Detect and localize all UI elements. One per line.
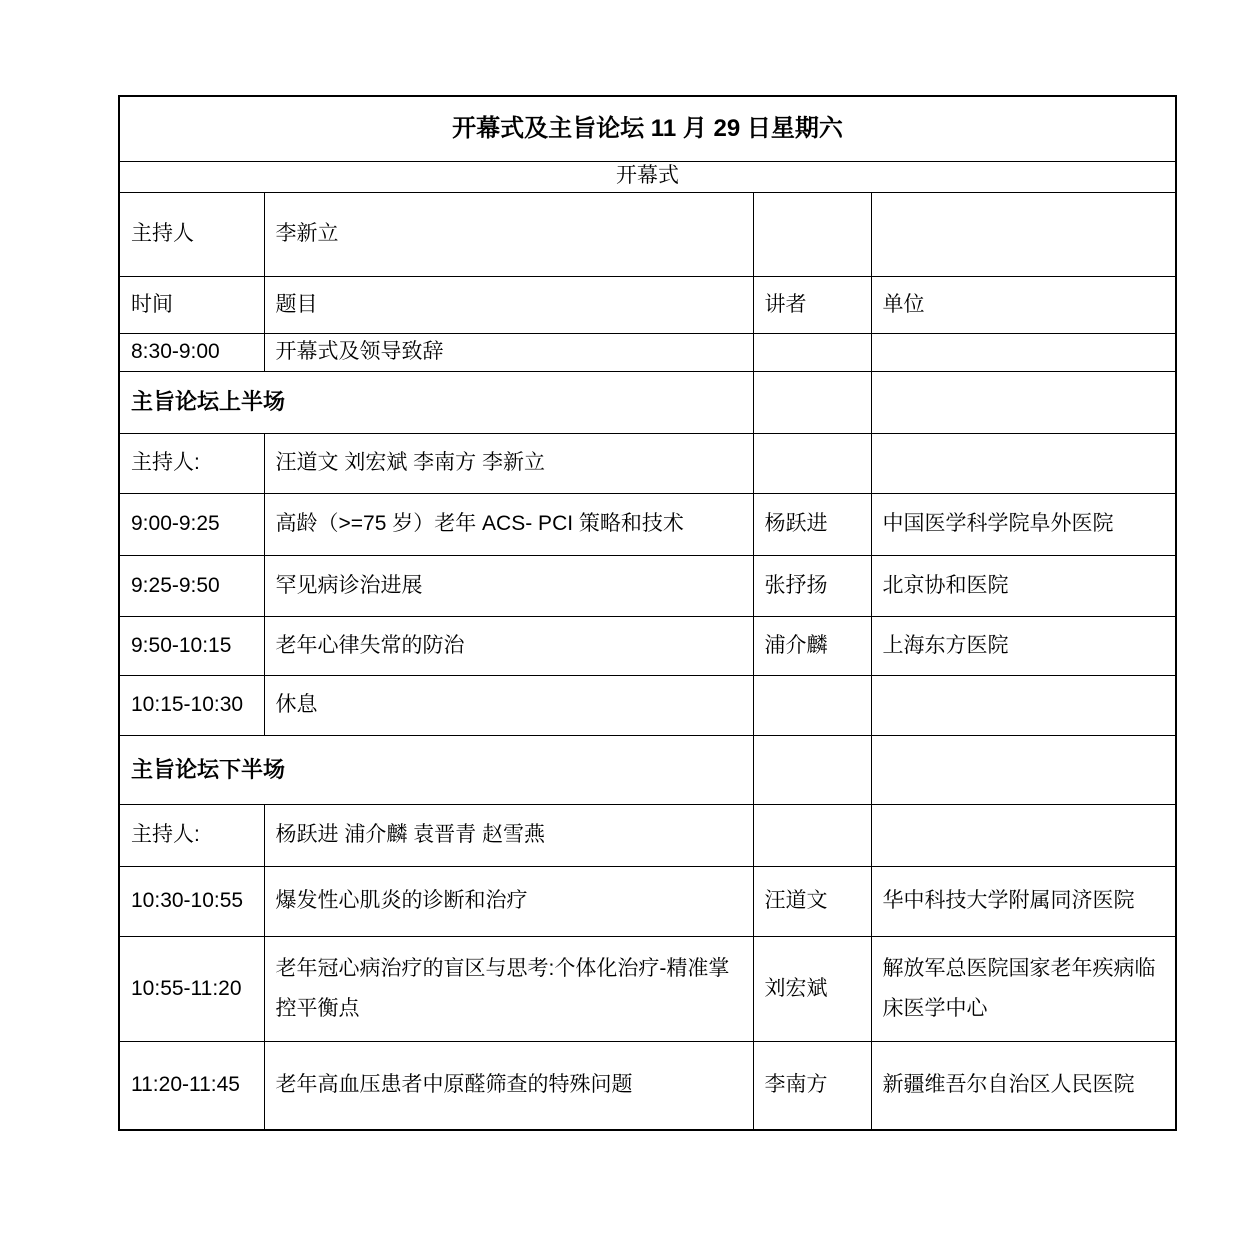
col-header-speaker: 讲者 <box>753 276 871 333</box>
session-speaker <box>753 333 871 371</box>
session1-host-row <box>119 433 1176 493</box>
session-organization: 解放军总医院国家老年疾病临床医学中心 <box>871 936 1176 1041</box>
session2-host-names: 杨跃进 浦介麟 袁晋青 赵雪燕 <box>264 804 753 866</box>
session-speaker: 刘宏斌 <box>753 936 871 1041</box>
opening-host-row <box>119 192 1176 276</box>
session-speaker: 杨跃进 <box>753 493 871 555</box>
session-topic: 罕见病诊治进展 <box>264 555 753 616</box>
empty-cell <box>871 735 1176 804</box>
empty-cell <box>753 735 871 804</box>
session-topic: 老年高血压患者中原醛筛查的特殊问题 <box>264 1041 753 1130</box>
opening-host-label: 主持人 <box>119 192 264 276</box>
col-header-time: 时间 <box>119 276 264 333</box>
session-topic: 爆发性心肌炎的诊断和治疗 <box>264 866 753 936</box>
session-organization <box>871 333 1176 371</box>
empty-cell <box>871 433 1176 493</box>
session-time: 11:20-11:45 <box>119 1041 264 1130</box>
col-header-organization: 单位 <box>871 276 1176 333</box>
session-organization <box>871 675 1176 735</box>
session-time: 9:50-10:15 <box>119 616 264 675</box>
empty-cell <box>871 192 1176 276</box>
session-topic: 老年心律失常的防治 <box>264 616 753 675</box>
table-row <box>119 936 1176 1041</box>
session2-host-row <box>119 804 1176 866</box>
table-row <box>119 333 1176 371</box>
session-speaker: 浦介麟 <box>753 616 871 675</box>
table-row <box>119 616 1176 675</box>
session-speaker: 李南方 <box>753 1041 871 1130</box>
col-header-topic: 题目 <box>264 276 753 333</box>
table-row <box>119 493 1176 555</box>
table-row <box>119 1041 1176 1130</box>
session-speaker <box>753 675 871 735</box>
session1-host-label: 主持人: <box>119 433 264 493</box>
session-time: 9:25-9:50 <box>119 555 264 616</box>
opening-ceremony-label-row <box>119 161 1176 192</box>
session1-heading-row <box>119 371 1176 433</box>
session-topic: 老年冠心病治疗的盲区与思考:个体化治疗-精准掌控平衡点 <box>264 936 753 1041</box>
session-topic: 高龄（>=75 岁）老年 ACS- PCI 策略和技术 <box>264 493 753 555</box>
empty-cell <box>871 804 1176 866</box>
session1-host-names: 汪道文 刘宏斌 李南方 李新立 <box>264 433 753 493</box>
session-organization: 中国医学科学院阜外医院 <box>871 493 1176 555</box>
session-time: 10:30-10:55 <box>119 866 264 936</box>
empty-cell <box>753 371 871 433</box>
session-organization: 华中科技大学附属同济医院 <box>871 866 1176 936</box>
session-speaker: 张抒扬 <box>753 555 871 616</box>
empty-cell <box>753 433 871 493</box>
conference-schedule-table <box>118 95 1177 1131</box>
session-topic: 开幕式及领导致辞 <box>264 333 753 371</box>
session-organization: 新疆维吾尔自治区人民医院 <box>871 1041 1176 1130</box>
session-time: 8:30-9:00 <box>119 333 264 371</box>
session2-host-label: 主持人: <box>119 804 264 866</box>
session2-heading: 主旨论坛下半场 <box>119 735 753 804</box>
table-row <box>119 675 1176 735</box>
session-time: 10:55-11:20 <box>119 936 264 1041</box>
title-row <box>119 96 1176 161</box>
session1-heading: 主旨论坛上半场 <box>119 371 753 433</box>
page-title: 开幕式及主旨论坛 11 月 29 日星期六 <box>119 96 1176 161</box>
column-header-row <box>119 276 1176 333</box>
session-organization: 上海东方医院 <box>871 616 1176 675</box>
table-row <box>119 555 1176 616</box>
table-row <box>119 866 1176 936</box>
session-topic: 休息 <box>264 675 753 735</box>
opening-host-names: 李新立 <box>264 192 753 276</box>
session-organization: 北京协和医院 <box>871 555 1176 616</box>
session-time: 9:00-9:25 <box>119 493 264 555</box>
session-time: 10:15-10:30 <box>119 675 264 735</box>
empty-cell <box>753 192 871 276</box>
opening-ceremony-label: 开幕式 <box>119 161 1176 192</box>
empty-cell <box>871 371 1176 433</box>
empty-cell <box>753 804 871 866</box>
session-speaker: 汪道文 <box>753 866 871 936</box>
session2-heading-row <box>119 735 1176 804</box>
